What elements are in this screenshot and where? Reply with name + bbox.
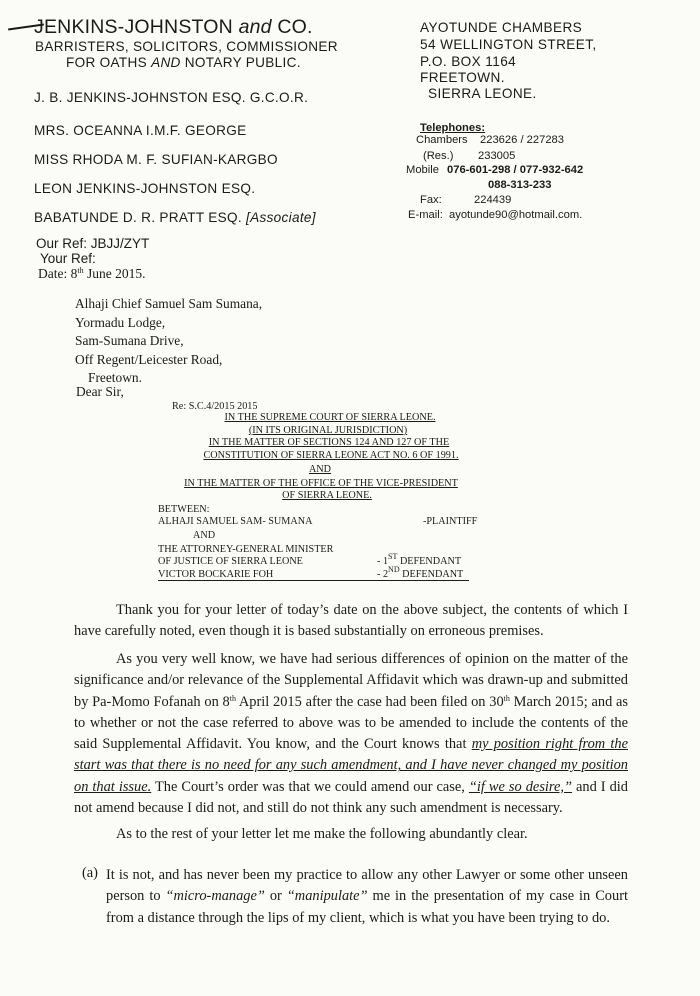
- salutation: Dear Sir,: [76, 384, 124, 399]
- associate-label: [Associate]: [246, 210, 316, 225]
- firm-subtitle-2: FOR OATHS AND NOTARY PUBLIC.: [66, 55, 301, 70]
- addressee-line-5: Freetown.: [88, 370, 142, 385]
- caption-line-5: IN THE MATTER OF THE OFFICE OF THE VICE-PRESIDENT: [184, 478, 458, 489]
- address-line-1: AYOTUNDE CHAMBERS: [420, 20, 583, 35]
- partner-3: MISS RHODA M. F. SUFIAN-KARGBO: [34, 152, 278, 167]
- addressee-line-4: Off Regent/Leicester Road,: [75, 352, 223, 367]
- caption-line-6: OF SIERRA LEONE.: [282, 490, 372, 501]
- plaintiff-role: -PLAINTIFF: [423, 516, 478, 527]
- partner-2: MRS. OCEANNA I.M.F. GEORGE: [34, 123, 247, 138]
- firm-name: JENKINS-JOHNSTON and CO.: [34, 16, 313, 38]
- your-ref: Your Ref:: [40, 251, 96, 266]
- fax-number: 224439: [474, 194, 512, 206]
- addressee-line-1: Alhaji Chief Samuel Sam Sumana,: [75, 296, 263, 311]
- mobile-number-1: 076-601-298 / 077-932-642: [447, 164, 584, 176]
- defendant-1-line-2: OF JUSTICE OF SIERRA LEONE: [158, 556, 303, 567]
- residence-label: (Res.): [423, 150, 454, 162]
- addressee-line-2: Yormadu Lodge,: [75, 315, 166, 330]
- paragraph-1: Thank you for your letter of today’s date on the above subject, the contents of which I have carefully noted, even though it is based substantially on erroneous premises.: [74, 602, 628, 640]
- highlighted-position-statement: my position right from the start was that there is no need for any such amendment, and I have never changed my position on that issue.: [74, 736, 628, 795]
- telephones-heading: Telephones:: [420, 122, 486, 134]
- caption-line-3: IN THE MATTER OF SECTIONS 124 AND 127 OF THE: [208, 437, 450, 448]
- caption-line-4: CONSTITUTION OF SIERRA LEONE ACT NO. 6 OF 1991.: [203, 450, 459, 461]
- address-line-4: FREETOWN.: [420, 70, 505, 85]
- mobile-number-2: 088-313-233: [488, 179, 552, 191]
- paragraph-3: As to the rest of your letter let me make the following abundantly clear.: [116, 826, 528, 842]
- defendant-1-line-1: THE ATTORNEY-GENERAL MINISTER: [158, 544, 334, 555]
- caption-line-1: IN THE SUPREME COURT OF SIERRA LEONE.: [224, 412, 436, 423]
- defendant-1-role: - 1ST DEFENDANT: [377, 552, 462, 567]
- residence-number: 233005: [478, 150, 516, 162]
- partner-4: LEON JENKINS-JOHNSTON ESQ.: [34, 181, 256, 196]
- fax-label: Fax:: [420, 194, 442, 206]
- firm-subtitle-1: BARRISTERS, SOLICITORS, COMMISSIONER: [35, 39, 338, 54]
- chambers-number: 223626 / 227283: [480, 134, 564, 146]
- chambers-label: Chambers: [416, 134, 468, 146]
- case-reference: Re: S.C.4/2015 2015: [172, 401, 258, 412]
- parties-and: AND: [193, 530, 216, 541]
- addressee-line-3: Sam-Sumana Drive,: [75, 333, 184, 348]
- address-line-2: 54 WELLINGTON STREET,: [420, 37, 597, 52]
- between-label: BETWEEN:: [158, 504, 210, 515]
- partner-1: J. B. JENKINS-JOHNSTON ESQ. G.C.O.R.: [34, 90, 309, 105]
- plaintiff-name: ALHAJI SAMUEL SAM- SUMANA: [158, 516, 313, 527]
- defendant-2-role: - 2ND DEFENDANT: [377, 569, 469, 581]
- defendant-2-name: VICTOR BOCKARIE FOH: [158, 569, 380, 581]
- address-line-3: P.O. BOX 1164: [420, 54, 517, 69]
- email-label: E-mail:: [408, 209, 443, 221]
- quoted-court-order: “if we so desire,”: [468, 778, 572, 795]
- letter-date: Date: 8th June 2015.: [38, 266, 146, 281]
- partner-5: BABATUNDE D. R. PRATT ESQ. [Associate]: [34, 210, 316, 225]
- paragraph-2: As you very well know, we have had serious differences of opinion on the matter of the significance and/or relevance of the Supplemental Affidavit which was drawn-up and submitted by Pa-Momo Fofanah on 8th April 2015 after the case had been filed on 30th March 2015; and as to whether or not the case referred to above was to be amended to include the contents of the said Supplemental Affidavit. You know, and the Court knows that my position right from the start was that there is no need for any such amendment, and I have never changed my position on that issue. The Court’s order was that we could amend our case, “if we so desire,” and I did not amend because I did not, and still do not think any such amendment is necessary.: [74, 651, 629, 817]
- our-ref: Our Ref: JBJJ/ZYT: [36, 236, 150, 251]
- item-a-text: It is not, and has never been my practice to allow any other Lawyer or some other unseen person to “micro-manage” or “manipulate” me in the presentation of my case in Court from a distance through the lips of my client, which is what you have been trying to do.: [106, 867, 628, 926]
- mobile-label: Mobile: [406, 164, 439, 176]
- item-a-label: (a): [82, 865, 98, 881]
- caption-line-2: (IN ITS ORIGINAL JURISDICTION): [248, 425, 408, 436]
- email-address: ayotunde90@hotmail.com.: [449, 209, 583, 221]
- address-line-5: SIERRA LEONE.: [428, 86, 537, 101]
- caption-and: AND: [308, 464, 332, 475]
